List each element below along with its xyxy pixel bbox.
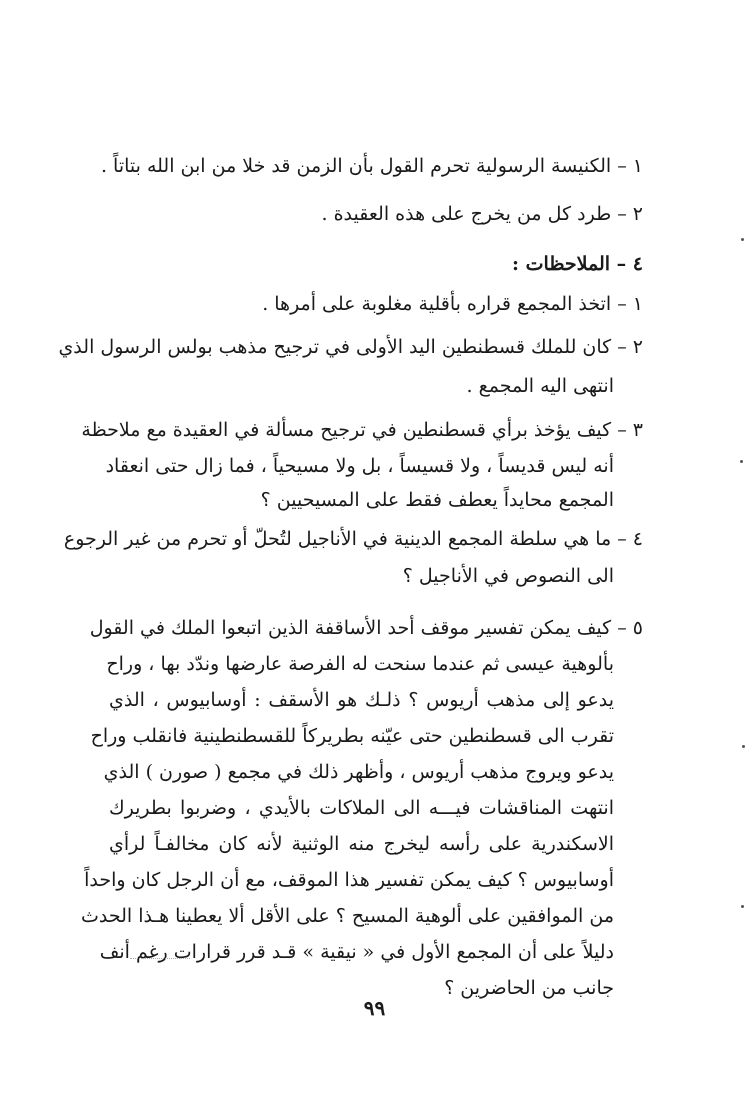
note-2-line-1: ٢ – كان للملك قسطنطين اليد الأولى في ترجيح مذهب بولس الرسول الذي — [58, 336, 643, 358]
note-5-line-11: جانب من الحاضرين ؟ — [444, 977, 614, 999]
note-5-line-1: ٥ – كيف يمكن تفسير موقف أحد الأساقفة الذين اتبعوا الملك في القول — [89, 617, 643, 639]
note-5-line-4: تقرب الى قسطنطين حتى عيّنه بطريركاً للقسطنطينية فانقلب وراح — [90, 725, 614, 747]
note-5-line-3: يدعو إلى مذهب أريوس ؟ ذلـك هو الأسقف : أوسابيوس ، الذي — [109, 689, 614, 711]
note-5-line-7: الاسكندرية على رأسه ليخرج منه الوثنية لأنه كان مخالفـاً لرأي — [109, 833, 614, 855]
note-5-line-6: انتهت المناقشات فيـــه الى الملاكات بالأيدي ، وضربوا بطريرك — [109, 797, 614, 819]
decision-1: ١ – الكنيسة الرسولية تحرم القول بأن الزمن قد خلا من ابن الله بتاتاً . — [100, 155, 643, 177]
scan-smudge — [130, 958, 190, 963]
note-3-line-3: المجمع محايداً يعطف فقط على المسيحيين ؟ — [260, 489, 614, 511]
decision-2: ٢ – طرد كل من يخرج على هذه العقيدة . — [321, 203, 643, 225]
scan-speck — [741, 905, 744, 908]
note-5-line-9: من الموافقين على ألوهية المسيح ؟ على الأقل ألا يعطينا هـذا الحدث — [81, 905, 614, 927]
note-3-line-1: ٣ – كيف يؤخذ برأي قسطنطين في ترجيح مسألة في العقيدة مع ملاحظة — [81, 419, 643, 441]
note-5-line-10: دليلاً على أن المجمع الأول في « نيقية » قـد قرر قرارات رغم أنف — [99, 941, 614, 963]
note-1: ١ – اتخذ المجمع قراره بأقلية مغلوبة على أمرها . — [262, 293, 643, 315]
note-5-line-5: يدعو ويروج مذهب أريوس ، وأظهر ذلك في مجمع ( صورن ) الذي — [103, 761, 614, 783]
page-number: ٩٩ — [363, 996, 386, 1020]
note-3-line-2: أنه ليس قديساً ، ولا قسيساً ، بل ولا مسيحياً ، فما زال حتى انعقاد — [105, 455, 614, 477]
note-5-line-2: بألوهية عيسى ثم عندما سنحت له الفرصة عارضها وندّد بها ، وراح — [106, 653, 614, 675]
scan-speck — [740, 460, 743, 463]
section-heading-notes: ٤ – الملاحظات : — [512, 253, 643, 275]
note-2-line-2: انتهى اليه المجمع . — [466, 375, 614, 397]
note-5-line-8: أوسابيوس ؟ كيف يمكن تفسير هذا الموقف، مع أن الرجل كان واحداً — [84, 869, 614, 891]
note-4-line-2: الى النصوص في الأناجيل ؟ — [402, 565, 614, 587]
scan-speck — [741, 238, 744, 241]
note-4-line-1: ٤ – ما هي سلطة المجمع الدينية في الأناجيل لتُحلّ أو تحرم من غير الرجوع — [63, 528, 643, 550]
scan-speck — [742, 745, 745, 748]
